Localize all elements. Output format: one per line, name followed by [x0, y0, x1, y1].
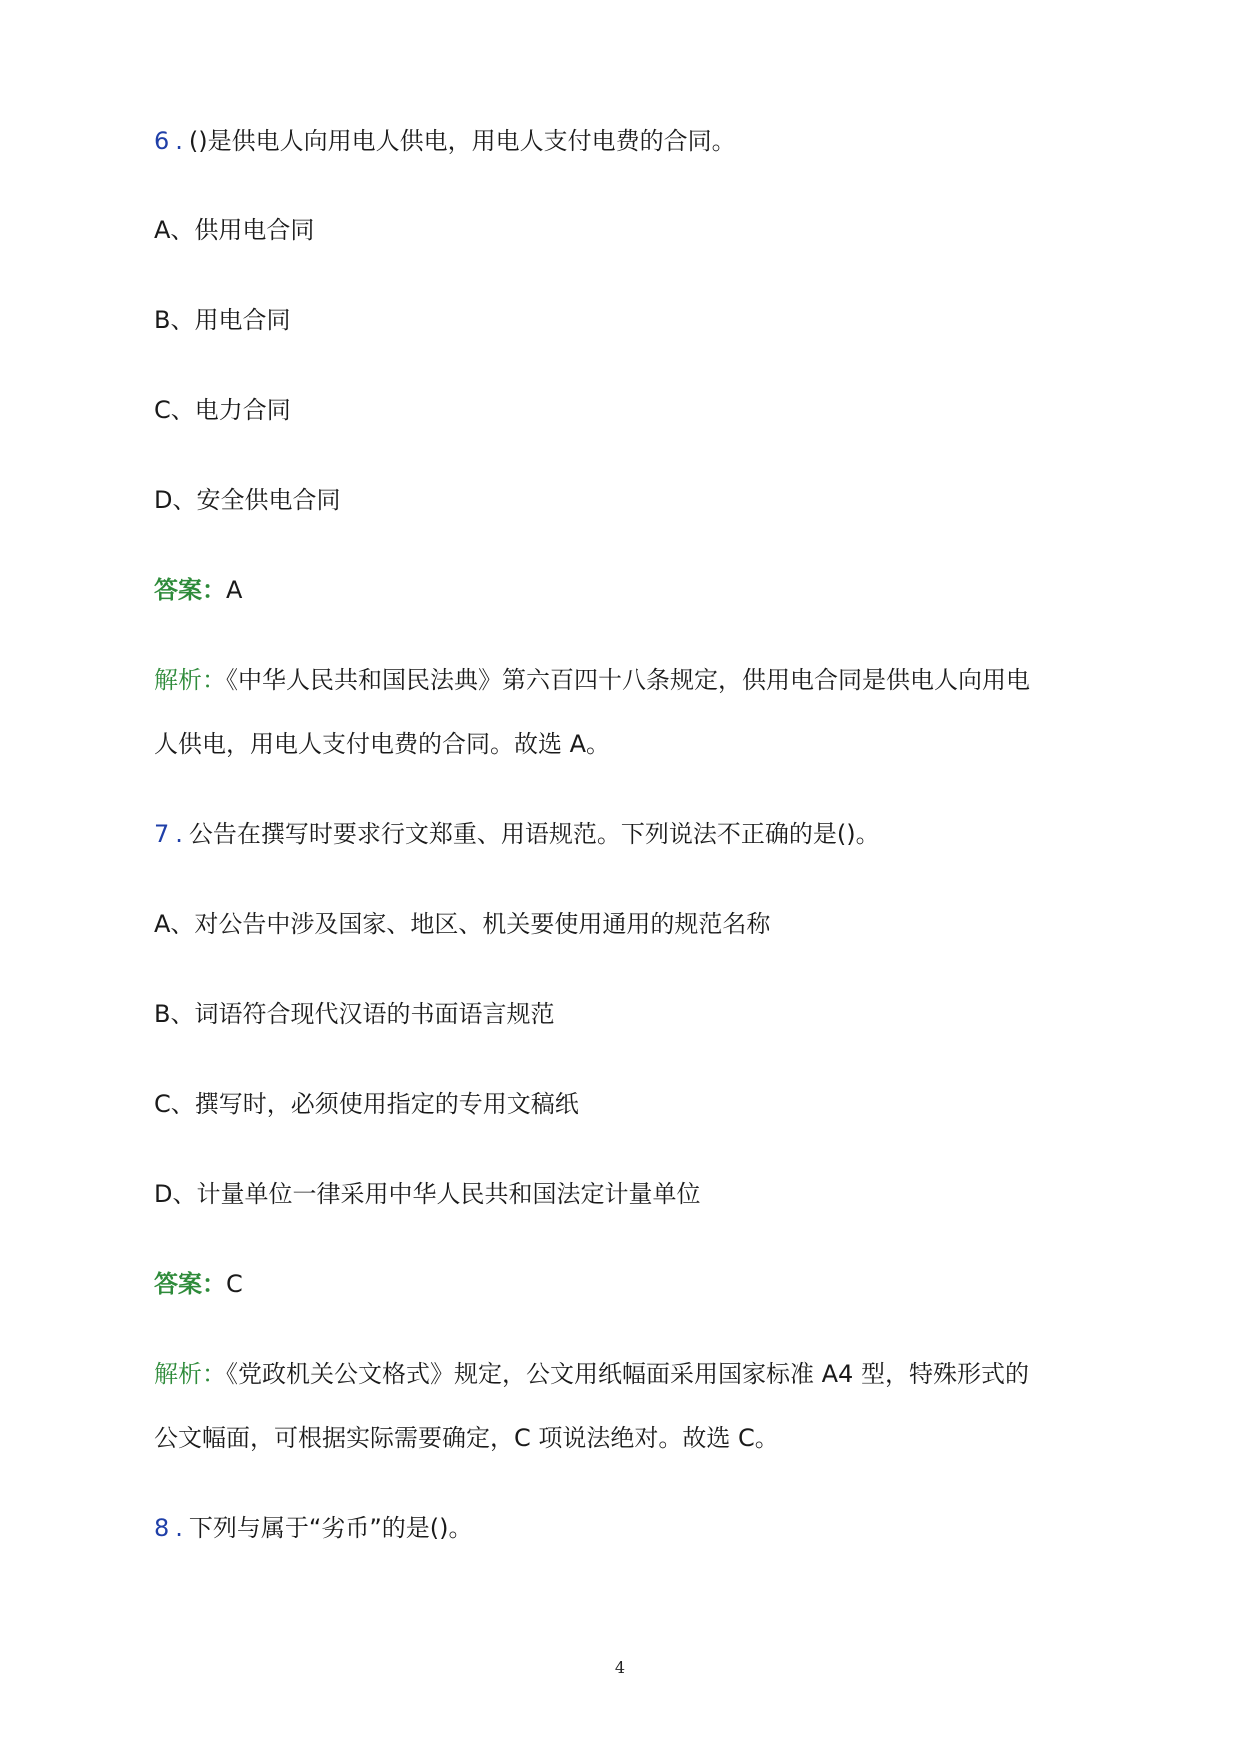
question-6-option-c: C、电力合同: [154, 396, 291, 424]
question-7-stem: [154, 818, 1094, 850]
analysis-text: 《中华人民共和国民法典》第六百四十八条规定，供用电合同是供电人向用电: [226, 666, 1030, 694]
question-stem-text: ()是供电人向用电人供电，用电人支付电费的合同。: [188, 127, 736, 155]
question-stem-text: 公告在撰写时要求行文郑重、用语规范。下列说法不正确的是()。: [188, 820, 880, 848]
answer-value: A: [226, 576, 243, 604]
question-7-option-b: B、词语符合现代汉语的书面语言规范: [154, 1000, 555, 1028]
question-7-analysis-line-2: 公文幅面，可根据实际需要确定，C 项说法绝对。故选 C。: [154, 1424, 779, 1452]
question-7-option-d: D、计量单位一律采用中华人民共和国法定计量单位: [154, 1180, 701, 1208]
page-number: 4: [614, 1658, 626, 1677]
question-6-stem: [154, 125, 1094, 157]
question-number: 6: [154, 127, 170, 155]
question-number: 8: [154, 1514, 170, 1542]
answer-label: 答案：: [154, 576, 226, 604]
answer-label: 答案：: [154, 1270, 226, 1298]
question-6-option-a: A、供用电合同: [154, 216, 315, 244]
question-7-analysis-line-1: [154, 1358, 1094, 1390]
question-number-separator: .: [175, 127, 183, 155]
question-6-option-d: D、安全供电合同: [154, 486, 341, 514]
question-7-answer: [154, 1268, 1094, 1300]
question-number-separator: .: [175, 820, 183, 848]
question-6-answer: [154, 574, 1094, 606]
analysis-label: 解析：: [154, 1360, 226, 1388]
question-number-separator: .: [175, 1514, 183, 1542]
question-6-analysis-line-1: [154, 664, 1094, 696]
question-stem-text: 下列与属于“劣币”的是()。: [188, 1514, 473, 1542]
question-6-analysis-line-2: 人供电，用电人支付电费的合同。故选 A。: [154, 730, 611, 758]
question-number: 7: [154, 820, 170, 848]
analysis-text: 《党政机关公文格式》规定，公文用纸幅面采用国家标准 A4 型，特殊形式的: [226, 1360, 1029, 1388]
question-8-stem: [154, 1512, 1094, 1544]
question-7-option-a: A、对公告中涉及国家、地区、机关要使用通用的规范名称: [154, 910, 771, 938]
question-6-option-b: B、用电合同: [154, 306, 291, 334]
analysis-label: 解析：: [154, 666, 226, 694]
answer-value: C: [226, 1270, 243, 1298]
question-7-option-c: C、撰写时，必须使用指定的专用文稿纸: [154, 1090, 579, 1118]
